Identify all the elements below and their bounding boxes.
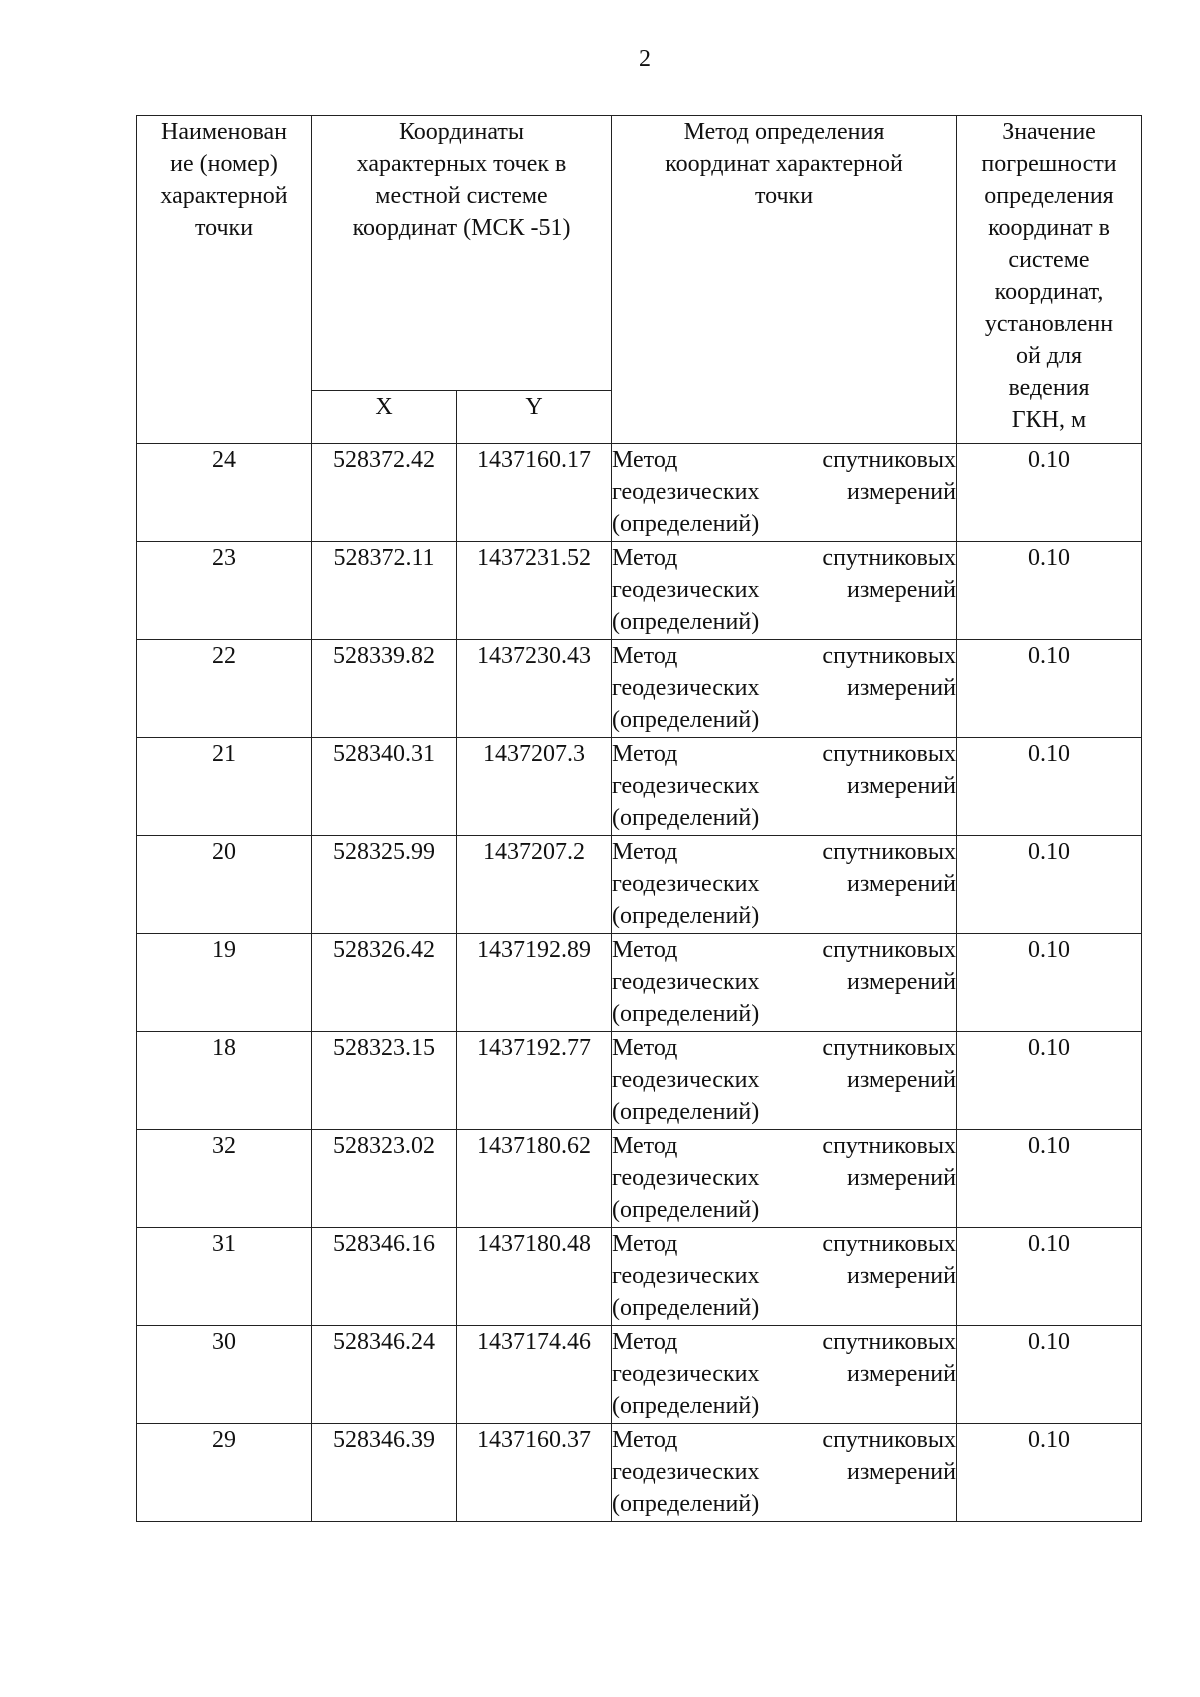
header-method: Метод определения координат характерной точки bbox=[612, 116, 957, 444]
method-word: спутниковых bbox=[822, 1427, 956, 1453]
method-word: геодезических bbox=[612, 479, 760, 505]
method-word: (определений) bbox=[612, 1197, 760, 1223]
method-word: геодезических bbox=[612, 1165, 760, 1191]
table-row bbox=[137, 1326, 1142, 1424]
x-coordinate-cell: 528346.16 bbox=[312, 1228, 457, 1326]
method-word: измерений bbox=[846, 1067, 956, 1093]
method-word: измерений bbox=[846, 479, 956, 505]
method-word: спутниковых bbox=[822, 545, 956, 571]
method-cell bbox=[612, 836, 957, 934]
method-word: Метод bbox=[612, 447, 678, 473]
method-word: геодезических bbox=[612, 675, 760, 701]
method-word: спутниковых bbox=[822, 839, 956, 865]
table-row bbox=[137, 1424, 1142, 1522]
method-word: Метод bbox=[612, 1329, 678, 1355]
method-word: измерений bbox=[846, 675, 956, 701]
accuracy-cell: 0.10 bbox=[957, 738, 1142, 836]
method-word: (определений) bbox=[612, 1491, 760, 1517]
method-word: геодезических bbox=[612, 773, 760, 799]
method-word: измерений bbox=[846, 1263, 956, 1289]
x-coordinate-cell: 528326.42 bbox=[312, 934, 457, 1032]
accuracy-cell: 0.10 bbox=[957, 934, 1142, 1032]
method-word: геодезических bbox=[612, 577, 760, 603]
method-word: измерений bbox=[846, 969, 956, 995]
method-word: геодезических bbox=[612, 1067, 760, 1093]
x-coordinate-cell: 528372.42 bbox=[312, 444, 457, 542]
x-coordinate-cell: 528323.15 bbox=[312, 1032, 457, 1130]
point-number-cell: 23 bbox=[137, 542, 312, 640]
method-cell bbox=[612, 1130, 957, 1228]
method-cell bbox=[612, 1032, 957, 1130]
header-accuracy: Значение погрешности определения координат в системе координат, установленн ой для ведения ГКН, м bbox=[957, 116, 1142, 444]
header-y: Y bbox=[457, 391, 612, 444]
method-word: Метод bbox=[612, 643, 678, 669]
y-coordinate-cell: 1437174.46 bbox=[457, 1326, 612, 1424]
method-word: геодезических bbox=[612, 871, 760, 897]
point-number-cell: 22 bbox=[137, 640, 312, 738]
method-word: измерений bbox=[846, 773, 956, 799]
method-cell bbox=[612, 444, 957, 542]
x-coordinate-cell: 528339.82 bbox=[312, 640, 457, 738]
accuracy-cell: 0.10 bbox=[957, 1228, 1142, 1326]
accuracy-cell: 0.10 bbox=[957, 1326, 1142, 1424]
header-x: X bbox=[312, 391, 457, 444]
accuracy-cell: 0.10 bbox=[957, 1424, 1142, 1522]
table-row bbox=[137, 1228, 1142, 1326]
point-number-cell: 19 bbox=[137, 934, 312, 1032]
table-row bbox=[137, 738, 1142, 836]
header-coordinates: Координаты характерных точек в местной системе координат (МСК -51) bbox=[312, 116, 612, 391]
point-number-cell: 32 bbox=[137, 1130, 312, 1228]
method-word: измерений bbox=[846, 1361, 956, 1387]
method-word: спутниковых bbox=[822, 1231, 956, 1257]
method-word: спутниковых bbox=[822, 447, 956, 473]
method-word: Метод bbox=[612, 937, 678, 963]
method-word: измерений bbox=[846, 1459, 956, 1485]
method-word: геодезических bbox=[612, 1361, 760, 1387]
accuracy-cell: 0.10 bbox=[957, 542, 1142, 640]
method-cell bbox=[612, 738, 957, 836]
method-cell bbox=[612, 1228, 957, 1326]
method-word: Метод bbox=[612, 1133, 678, 1159]
table-row bbox=[137, 836, 1142, 934]
method-word: Метод bbox=[612, 1035, 678, 1061]
method-word: геодезических bbox=[612, 1263, 760, 1289]
method-word: (определений) bbox=[612, 1295, 760, 1321]
method-cell bbox=[612, 542, 957, 640]
method-word: спутниковых bbox=[822, 1035, 956, 1061]
point-number-cell: 21 bbox=[137, 738, 312, 836]
y-coordinate-cell: 1437192.77 bbox=[457, 1032, 612, 1130]
coordinates-table bbox=[136, 115, 1142, 1522]
method-cell bbox=[612, 1424, 957, 1522]
method-word: (определений) bbox=[612, 1099, 760, 1125]
method-word: измерений bbox=[846, 871, 956, 897]
y-coordinate-cell: 1437180.62 bbox=[457, 1130, 612, 1228]
method-word: спутниковых bbox=[822, 937, 956, 963]
method-word: (определений) bbox=[612, 1001, 760, 1027]
method-word: геодезических bbox=[612, 1459, 760, 1485]
table-row bbox=[137, 542, 1142, 640]
method-word: геодезических bbox=[612, 969, 760, 995]
x-coordinate-cell: 528325.99 bbox=[312, 836, 457, 934]
method-word: Метод bbox=[612, 741, 678, 767]
x-coordinate-cell: 528346.24 bbox=[312, 1326, 457, 1424]
y-coordinate-cell: 1437231.52 bbox=[457, 542, 612, 640]
method-word: (определений) bbox=[612, 903, 760, 929]
accuracy-cell: 0.10 bbox=[957, 1032, 1142, 1130]
y-coordinate-cell: 1437207.3 bbox=[457, 738, 612, 836]
method-word: Метод bbox=[612, 839, 678, 865]
method-word: Метод bbox=[612, 545, 678, 571]
point-number-cell: 31 bbox=[137, 1228, 312, 1326]
table-row bbox=[137, 444, 1142, 542]
table-row bbox=[137, 1130, 1142, 1228]
point-number-cell: 18 bbox=[137, 1032, 312, 1130]
method-word: Метод bbox=[612, 1231, 678, 1257]
table-row bbox=[137, 1032, 1142, 1130]
table-row bbox=[137, 934, 1142, 1032]
accuracy-cell: 0.10 bbox=[957, 640, 1142, 738]
method-word: Метод bbox=[612, 1427, 678, 1453]
method-word: (определений) bbox=[612, 707, 760, 733]
point-number-cell: 20 bbox=[137, 836, 312, 934]
point-number-cell: 30 bbox=[137, 1326, 312, 1424]
method-word: измерений bbox=[846, 1165, 956, 1191]
point-number-cell: 24 bbox=[137, 444, 312, 542]
x-coordinate-cell: 528323.02 bbox=[312, 1130, 457, 1228]
method-word: спутниковых bbox=[822, 741, 956, 767]
header-point-name: Наименован ие (номер) характерной точки bbox=[137, 116, 312, 444]
method-word: (определений) bbox=[612, 511, 760, 537]
method-word: спутниковых bbox=[822, 643, 956, 669]
y-coordinate-cell: 1437207.2 bbox=[457, 836, 612, 934]
y-coordinate-cell: 1437230.43 bbox=[457, 640, 612, 738]
page-number: 2 bbox=[639, 46, 651, 72]
method-word: (определений) bbox=[612, 1393, 760, 1419]
accuracy-cell: 0.10 bbox=[957, 444, 1142, 542]
method-word: измерений bbox=[846, 577, 956, 603]
method-word: спутниковых bbox=[822, 1133, 956, 1159]
y-coordinate-cell: 1437192.89 bbox=[457, 934, 612, 1032]
method-cell bbox=[612, 934, 957, 1032]
accuracy-cell: 0.10 bbox=[957, 1130, 1142, 1228]
table-body bbox=[137, 444, 1142, 1522]
method-word: спутниковых bbox=[822, 1329, 956, 1355]
accuracy-cell: 0.10 bbox=[957, 836, 1142, 934]
method-word: (определений) bbox=[612, 805, 760, 831]
x-coordinate-cell: 528340.31 bbox=[312, 738, 457, 836]
y-coordinate-cell: 1437160.17 bbox=[457, 444, 612, 542]
x-coordinate-cell: 528372.11 bbox=[312, 542, 457, 640]
y-coordinate-cell: 1437160.37 bbox=[457, 1424, 612, 1522]
table-row bbox=[137, 640, 1142, 738]
x-coordinate-cell: 528346.39 bbox=[312, 1424, 457, 1522]
y-coordinate-cell: 1437180.48 bbox=[457, 1228, 612, 1326]
method-cell bbox=[612, 1326, 957, 1424]
method-cell bbox=[612, 640, 957, 738]
method-word: (определений) bbox=[612, 609, 760, 635]
point-number-cell: 29 bbox=[137, 1424, 312, 1522]
